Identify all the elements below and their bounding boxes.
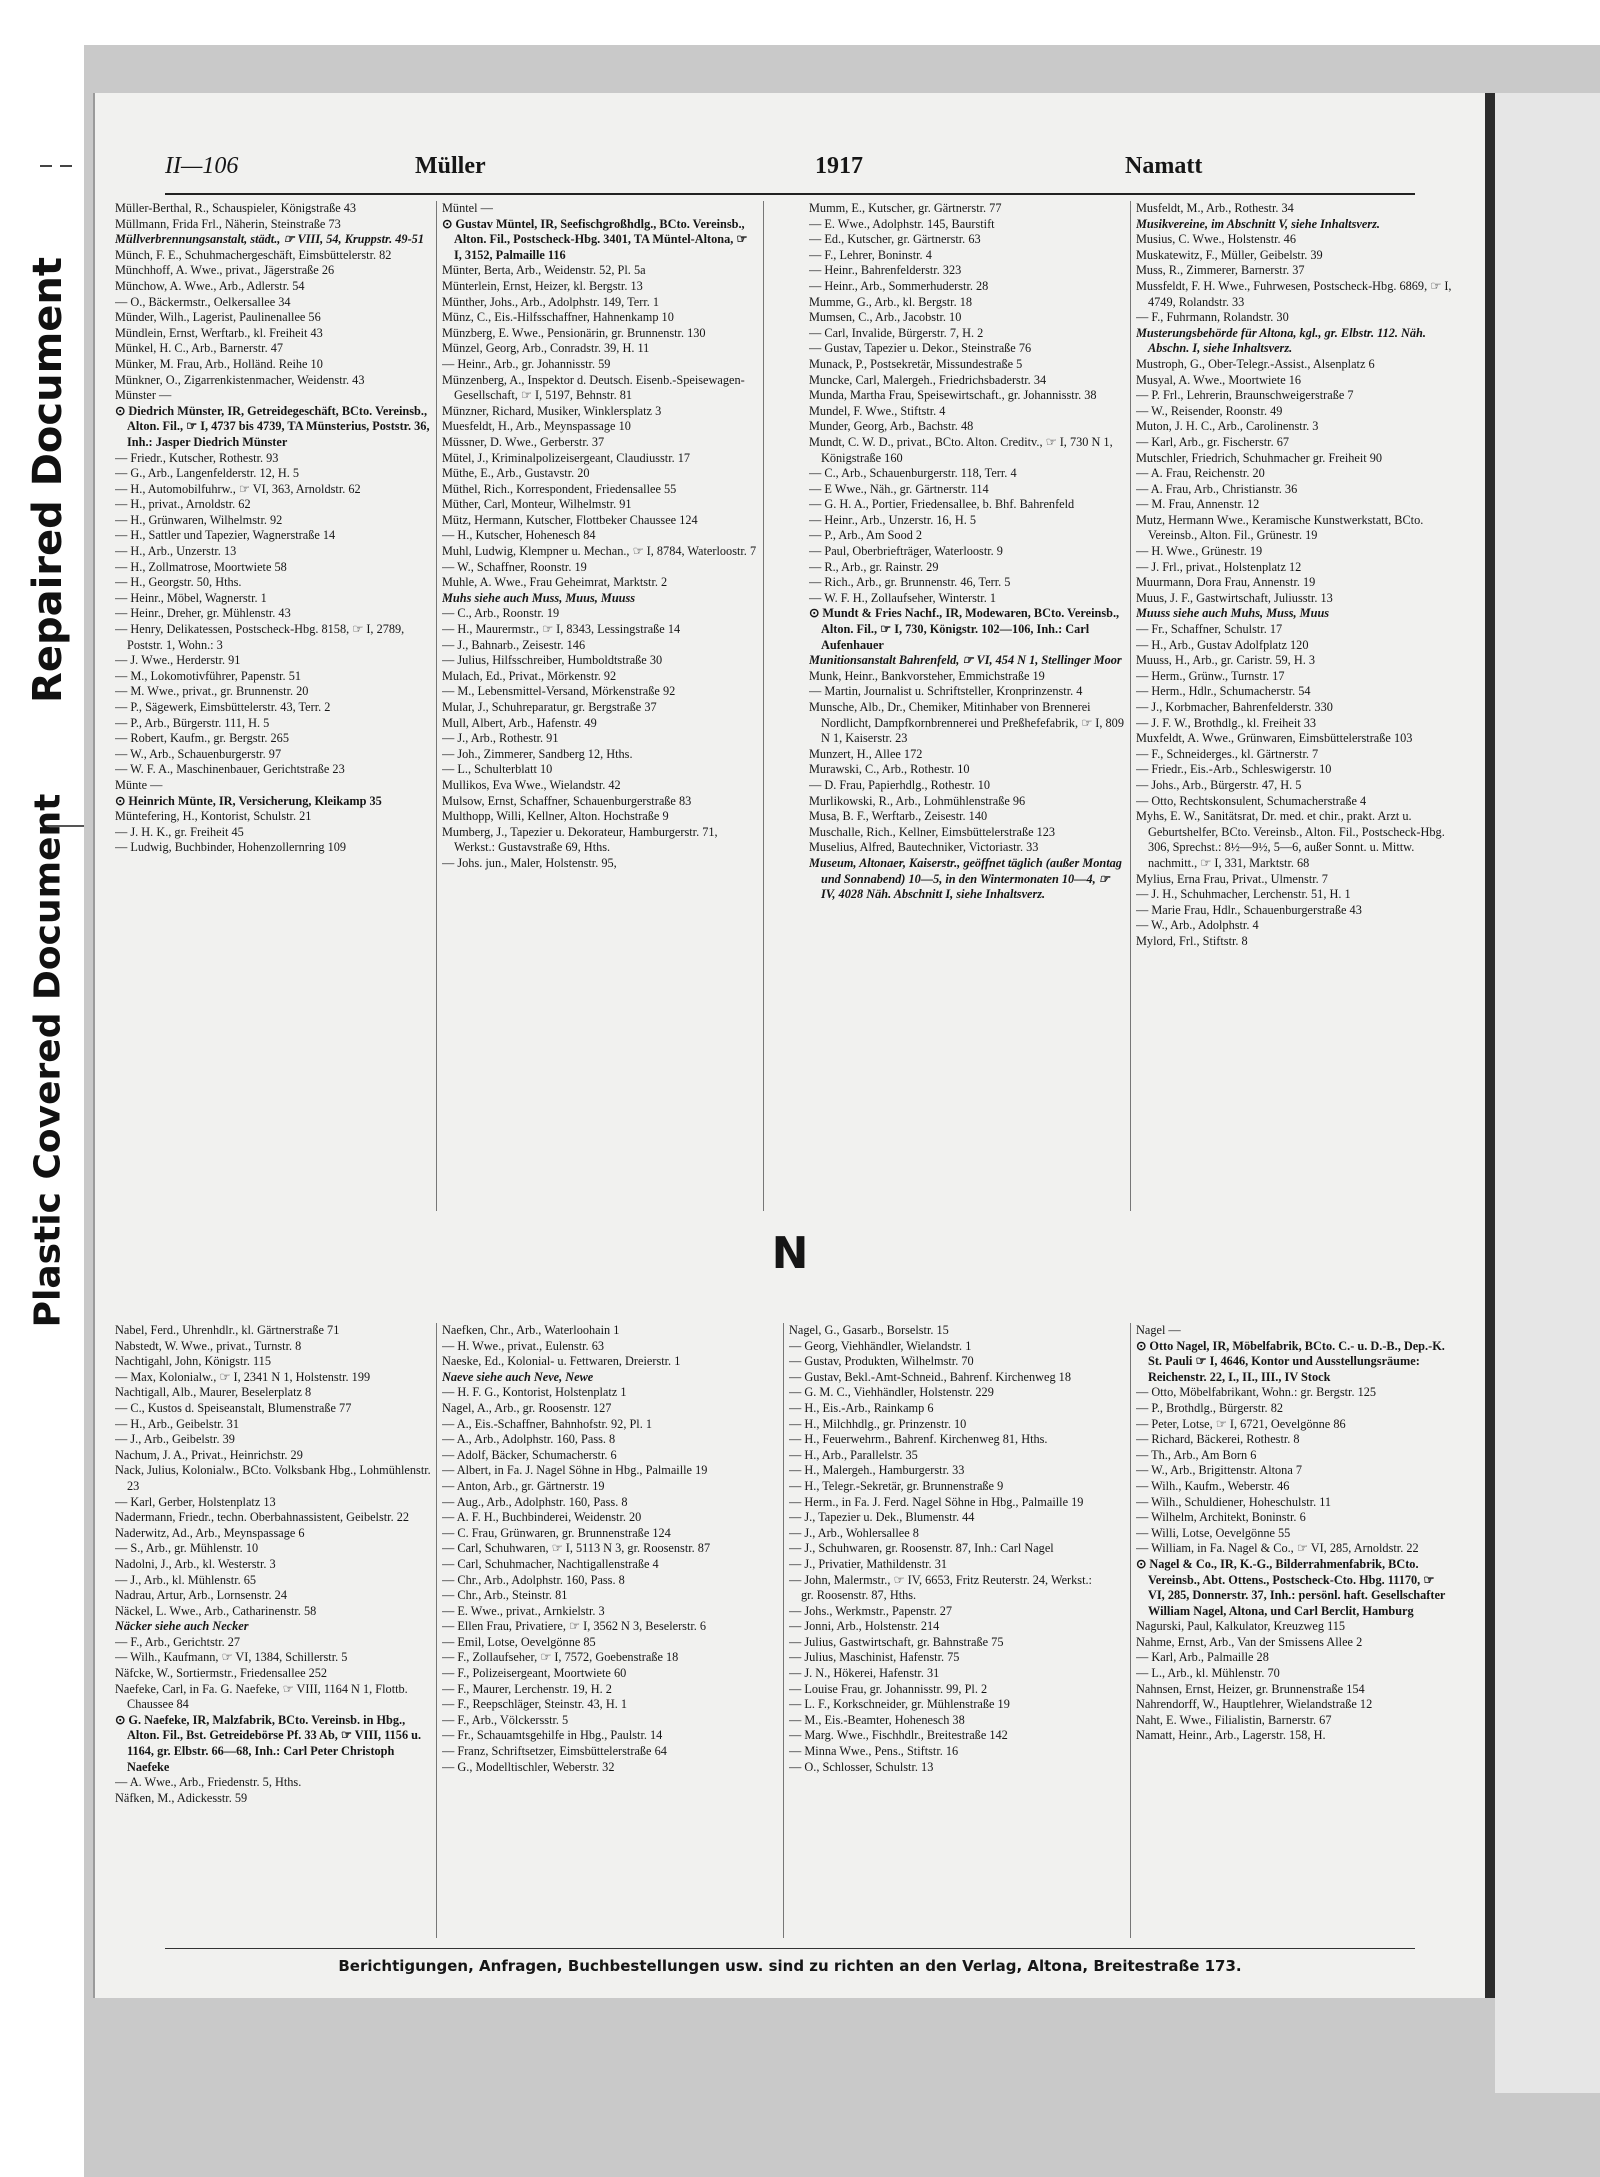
header-year: 1917 bbox=[815, 153, 863, 179]
directory-entry: — J., Arb., Wohlersallee 8 bbox=[789, 1525, 919, 1540]
directory-entry: — J., Arb., Rothestr. 91 bbox=[442, 731, 559, 746]
directory-entry: Müthel, Rich., Korrespondent, Friedensallee 55 bbox=[442, 481, 677, 496]
directory-entry: Mütz, Hermann, Kutscher, Flottbeker Chaussee 124 bbox=[442, 512, 698, 527]
directory-entry: Naeve siehe auch Neve, Newe bbox=[442, 1369, 594, 1384]
directory-entry: — H., Arb., Unzerstr. 13 bbox=[115, 544, 237, 559]
directory-entry: — Joh., Zimmerer, Sandberg 12, Hths. bbox=[442, 746, 633, 761]
directory-entry: Muss, R., Zimmerer, Barnerstr. 37 bbox=[1136, 263, 1305, 278]
archive-spine-label bbox=[0, 140, 95, 1327]
directory-entry: Nachum, J. A., Privat., Heinrichstr. 29 bbox=[115, 1447, 303, 1462]
directory-entry: Münzel, Georg, Arb., Conradstr. 39, H. 11 bbox=[442, 341, 650, 356]
directory-entry: Muxfeldt, A. Wwe., Grünwaren, Eimsbüttelerstraße 103 bbox=[1136, 731, 1413, 746]
directory-entry: — Adolf, Bäcker, Schumacherstr. 6 bbox=[442, 1447, 617, 1462]
directory-entry: Mulsow, Ernst, Schaffner, Schauenburgerstraße 83 bbox=[442, 793, 692, 808]
directory-entry: — L., Arb., kl. Mühlenstr. 70 bbox=[1136, 1666, 1280, 1681]
directory-entry: Näfken, M., Adickesstr. 59 bbox=[115, 1790, 248, 1805]
directory-entry: — G. M. C., Viehhändler, Holstenstr. 229 bbox=[789, 1385, 994, 1400]
directory-entry: Münchhoff, A. Wwe., privat., Jägerstraße 26 bbox=[115, 263, 335, 278]
directory-entry: Mumsen, C., Arb., Jacobstr. 10 bbox=[809, 310, 962, 325]
section-letter: N bbox=[771, 1228, 809, 1279]
directory-entry: — Johs., Werkmstr., Papenstr. 27 bbox=[789, 1603, 953, 1618]
directory-entry: — Henry, Delikatessen, Postscheck-Hbg. 8158, ☞ I, 2789, Poststr. 1, Wohn.: 3 bbox=[115, 622, 405, 652]
directory-entry: ⊙ Nagel & Co., IR, K.-G., Bilderrahmenfabrik, BCto. Vereinsb., Abt. Ottens., Postscheck-Cto. Hbg. 11170, ☞ VI, 285, Donnerstr. 37, Inh.: persönl. haft. Gesellschafter William Nagel, Altona, und Carl Berclit, Hamburg bbox=[1136, 1556, 1446, 1618]
directory-entry: Musterungsbehörde für Altona, kgl., gr. Elbstr. 112. Näh. Abschn. I, siehe Inhaltsverz. bbox=[1136, 325, 1426, 356]
directory-entry: — Jonni, Arb., Holstenstr. 214 bbox=[789, 1619, 940, 1634]
directory-entry: Multhopp, Willi, Kellner, Alton. Hochstraße 9 bbox=[442, 809, 669, 824]
directory-entry: — Gustav, Produkten, Wilhelmstr. 70 bbox=[789, 1354, 974, 1369]
directory-entry: — J., Schuhwaren, gr. Roosenstr. 87, Inh.: Carl Nagel bbox=[789, 1541, 1054, 1556]
column-rule bbox=[783, 1323, 784, 1938]
directory-entry: — Carl, Invalide, Bürgerstr. 7, H. 2 bbox=[809, 325, 984, 340]
directory-entry: Mular, J., Schuhreparatur, gr. Bergstraße 37 bbox=[442, 700, 657, 714]
directory-entry: Munitionsanstalt Bahrenfeld, ☞ VI, 454 N 1, Stellinger Moor bbox=[809, 653, 1122, 668]
directory-entry: Müssner, D. Wwe., Gerberstr. 37 bbox=[442, 434, 605, 449]
directory-entry: Mumm, E., Kutscher, gr. Gärtnerstr. 77 bbox=[809, 201, 1002, 215]
directory-entry: Namatt, Heinr., Arb., Lagerstr. 158, H. bbox=[1136, 1728, 1326, 1743]
directory-entry: Münte — bbox=[115, 777, 163, 792]
directory-entry: — Heinr., Möbel, Wagnerstr. 1 bbox=[115, 590, 267, 605]
directory-entry: Munzert, H., Allee 172 bbox=[809, 746, 923, 761]
directory-entry: Mundel, F. Wwe., Stiftstr. 4 bbox=[809, 403, 946, 418]
directory-entry: — P. Frl., Lehrerin, Braunschweigerstraße 7 bbox=[1136, 388, 1354, 403]
directory-entry: — Marg. Wwe., Fischhdlr., Breitestraße 142 bbox=[789, 1728, 1008, 1743]
directory-entry: — H., Eis.-Arb., Rainkamp 6 bbox=[789, 1400, 934, 1415]
directory-entry: Nadolni, J., Arb., kl. Westerstr. 3 bbox=[115, 1556, 276, 1571]
directory-entry: — Franz, Schriftsetzer, Eimsbüttelerstraße 64 bbox=[442, 1744, 667, 1759]
directory-entry: — O., Bäckermstr., Oelkersallee 34 bbox=[115, 294, 291, 309]
directory-entry: Mussfeldt, F. H. Wwe., Fuhrwesen, Postscheck-Hbg. 6869, ☞ I, 4749, Rolandstr. 33 bbox=[1136, 278, 1452, 309]
page-number: II—106 bbox=[165, 153, 239, 179]
directory-entry: Musfeldt, M., Arb., Rothestr. 34 bbox=[1136, 201, 1294, 215]
directory-entry: — E Wwe., Näh., gr. Gärtnerstr. 114 bbox=[809, 481, 989, 496]
directory-entry: — Rich., Arb., gr. Brunnenstr. 46, Terr. 5 bbox=[809, 575, 1011, 590]
directory-entry: — M., Lebensmittel-Versand, Mörkenstraße 92 bbox=[442, 684, 676, 699]
column-bottom-2 bbox=[442, 1323, 758, 1775]
directory-entry: — H., Maurermstr., ☞ I, 8343, Lessingstraße 14 bbox=[442, 622, 681, 637]
directory-entry: — Ludwig, Buchbinder, Hohenzollernring 109 bbox=[115, 840, 347, 855]
directory-entry: — Heinr., Bahrenfelderstr. 323 bbox=[809, 263, 962, 278]
directory-entry: Münkner, O., Zigarrenkistenmacher, Weidenstr. 43 bbox=[115, 372, 365, 387]
directory-entry: ⊙ Gustav Müntel, IR, Seefischgroßhdlg., BCto. Vereinsb., Alton. Fil., Postscheck-Hbg. 3401, TA Müntel-Altona, ☞ I, 3152, Palmaille 116 bbox=[442, 216, 748, 262]
directory-entry: — H., Arb., Parallelstr. 35 bbox=[789, 1447, 918, 1462]
directory-entry: — Wilhelm, Architekt, Boninstr. 6 bbox=[1136, 1510, 1306, 1525]
repaired-document-label: Repaired Document bbox=[24, 257, 71, 703]
directory-entry: — H. Wwe., privat., Eulenstr. 63 bbox=[442, 1338, 604, 1353]
directory-entry: Nagurski, Paul, Kalkulator, Kreuzweg 115 bbox=[1136, 1619, 1346, 1634]
directory-entry: Münz, C., Eis.-Hilfsschaffner, Hahnenkamp 10 bbox=[442, 310, 674, 325]
directory-entry: — Willi, Lotse, Oevelgönne 55 bbox=[1136, 1525, 1291, 1540]
directory-entry: Muuss, H., Arb., gr. Caristr. 59, H. 3 bbox=[1136, 653, 1315, 668]
directory-entry: — J. H., Schuhmacher, Lerchenstr. 51, H. 1 bbox=[1136, 887, 1351, 902]
directory-entry: ⊙ G. Naefeke, IR, Malzfabrik, BCto. Vereinsb. in Hbg., Alton. Fil., Bst. Getreidebörse Pf. 33 Ab, ☞ VIII, 1156 u. 1164, gr. Elbstr. 66—68, Inh.: Carl Peter Christoph Naefeke bbox=[115, 1712, 422, 1774]
directory-entry: — J., Tapezier u. Dek., Blumenstr. 44 bbox=[789, 1510, 975, 1525]
directory-entry: — S., Arb., gr. Mühlenstr. 10 bbox=[115, 1541, 259, 1556]
header-first-entry: Müller bbox=[415, 153, 486, 179]
directory-entry: — H., Feuerwehrm., Bahrenf. Kirchenweg 81, Hths. bbox=[789, 1432, 1048, 1447]
directory-entry: — Wilh., Kaufm., Weberstr. 46 bbox=[1136, 1478, 1290, 1493]
directory-entry: — John, Malermstr., ☞ IV, 6653, Fritz Reuterstr. 24, Werkst.: gr. Roosenstr. 87, Hths. bbox=[789, 1572, 1092, 1603]
directory-entry: Muhle, A. Wwe., Frau Geheimrat, Marktstr. 2 bbox=[442, 575, 668, 590]
directory-entry: — Gustav, Tapezier u. Dekor., Steinstraße 76 bbox=[809, 341, 1032, 356]
directory-entry: ⊙ Heinrich Münte, IR, Versicherung, Kleikamp 35 bbox=[115, 793, 382, 808]
directory-entry: Muschalle, Rich., Kellner, Eimsbüttelerstraße 123 bbox=[809, 824, 1056, 839]
directory-entry: Nagel, A., Arb., gr. Roosenstr. 127 bbox=[442, 1400, 612, 1415]
column-top-4 bbox=[1136, 201, 1452, 950]
directory-entry: Nack, Julius, Kolonialw., BCto. Volksbank Hbg., Lohmühlenstr. 23 bbox=[115, 1463, 431, 1493]
directory-entry: Münder, Wilh., Lagerist, Paulinenallee 56 bbox=[115, 310, 321, 325]
directory-entry: Münchow, A. Wwe., Arb., Adlerstr. 54 bbox=[115, 278, 305, 293]
directory-entry: — Peter, Lotse, ☞ I, 6721, Oevelgönne 86 bbox=[1136, 1416, 1346, 1431]
directory-entry: Munder, Georg, Arb., Bachstr. 48 bbox=[809, 419, 974, 434]
directory-entry: — A. F. H., Buchbinderei, Weidenstr. 20 bbox=[442, 1510, 642, 1525]
directory-entry: — William, in Fa. Nagel & Co., ☞ VI, 285, Arnoldstr. 22 bbox=[1136, 1541, 1419, 1556]
directory-entry: — H. Wwe., Grünestr. 19 bbox=[1136, 544, 1263, 559]
directory-entry: — E. Wwe., privat., Arnkielstr. 3 bbox=[442, 1603, 605, 1618]
directory-entry: — Herm., in Fa. J. Ferd. Nagel Söhne in Hbg., Palmaille 19 bbox=[789, 1494, 1084, 1509]
plastic-covered-document-label: Plastic Covered Document bbox=[27, 793, 69, 1327]
directory-entry: — F., Polizeisergeant, Moortwiete 60 bbox=[442, 1666, 627, 1681]
directory-entry: — H., privat., Arnoldstr. 62 bbox=[115, 497, 251, 512]
directory-entry: — P., Arb., Am Sood 2 bbox=[809, 528, 923, 543]
directory-entry: — Karl, Arb., gr. Fischerstr. 67 bbox=[1136, 434, 1290, 449]
directory-entry: Munsche, Alb., Dr., Chemiker, Mitinhaber von Brennerei Nordlicht, Dampfkornbrennerei und Preßhefefabrik, ☞ I, 809 N 1, Kaiserstr. 23 bbox=[809, 700, 1124, 746]
directory-entry: Nahnsen, Ernst, Heizer, gr. Brunnenstraße 154 bbox=[1136, 1681, 1365, 1696]
directory-entry: — Aug., Arb., Adolphstr. 160, Pass. 8 bbox=[442, 1494, 628, 1509]
directory-entry: ⊙ Mundt & Fries Nachf., IR, Modewaren, BCto. Vereinsb., Alton. Fil., ☞ I, 730, Königstr. 102—106, Inh.: Carl Aufenhauer bbox=[809, 606, 1120, 652]
directory-entry: — A., Arb., Adolphstr. 160, Pass. 8 bbox=[442, 1432, 616, 1447]
column-rule bbox=[1130, 201, 1131, 1211]
directory-entry: Muurmann, Dora Frau, Annenstr. 19 bbox=[1136, 575, 1316, 590]
directory-entry: — Georg, Viehhändler, Wielandstr. 1 bbox=[789, 1338, 972, 1353]
directory-entry: Muselius, Alfred, Bautechniker, Victoriastr. 33 bbox=[809, 840, 1039, 855]
directory-entry: — Fr., Schauamtsgehilfe in Hbg., Paulstr. 14 bbox=[442, 1728, 663, 1743]
directory-entry: Mullikos, Eva Wwe., Wielandstr. 42 bbox=[442, 777, 621, 792]
directory-entry: Nagel — bbox=[1136, 1323, 1181, 1337]
directory-entry: — Heinr., Arb., Sommerhuderstr. 28 bbox=[809, 278, 989, 293]
directory-entry: Muhl, Ludwig, Klempner u. Mechan., ☞ I, 8784, Waterloostr. 7 bbox=[442, 544, 757, 559]
directory-entry: Nachtigahl, John, Königstr. 115 bbox=[115, 1354, 271, 1369]
directory-entry: Musius, C. Wwe., Holstenstr. 46 bbox=[1136, 232, 1296, 247]
directory-entry: — Otto, Möbelfabrikant, Wohn.: gr. Bergstr. 125 bbox=[1136, 1385, 1377, 1400]
directory-entry: — Herm., Grünw., Turnstr. 17 bbox=[1136, 668, 1285, 683]
directory-entry: — Martin, Journalist u. Schriftsteller, Kronprinzenstr. 4 bbox=[809, 684, 1083, 699]
directory-entry: Munk, Heinr., Bankvorsteher, Emmichstraße 19 bbox=[809, 668, 1045, 683]
directory-entry: Nadermann, Friedr., techn. Oberbahnassistent, Geibelstr. 22 bbox=[115, 1510, 410, 1525]
directory-entry: — Wilh., Kaufmann, ☞ VI, 1384, Schillerstr. 5 bbox=[115, 1650, 348, 1665]
directory-entry: — Karl, Arb., Palmaille 28 bbox=[1136, 1650, 1269, 1665]
directory-entry: — W., Schaffner, Roonstr. 19 bbox=[442, 559, 587, 574]
directory-entry: — Heinr., Arb., Unzerstr. 16, H. 5 bbox=[809, 512, 977, 527]
directory-entry: Mumme, G., Arb., kl. Bergstr. 18 bbox=[809, 294, 973, 309]
directory-entry: — F., Zollaufseher, ☞ I, 7572, Goebenstraße 18 bbox=[442, 1650, 679, 1665]
directory-entry: Muton, J. H. C., Arb., Carolinenstr. 3 bbox=[1136, 419, 1319, 434]
directory-entry: — W., Arb., Brigittenstr. Altona 7 bbox=[1136, 1463, 1303, 1478]
footer-note: Berichtigungen, Anfragen, Buchbestellungen usw. sind zu richten an den Verlag, Altona, Breitestraße 173. bbox=[338, 1957, 1242, 1975]
directory-entry: — J., Bahnarb., Zeisestr. 146 bbox=[442, 637, 586, 652]
directory-entry: — G., Arb., Langenfelderstr. 12, H. 5 bbox=[115, 466, 300, 481]
directory-entry: Mulach, Ed., Privat., Mörkenstr. 92 bbox=[442, 668, 617, 683]
spine-tick-mark bbox=[60, 165, 72, 167]
directory-entry: Näckel, L. Wwe., Arb., Catharinenstr. 58 bbox=[115, 1603, 317, 1618]
column-rule bbox=[436, 1323, 437, 1938]
directory-entry: Münther, Johs., Arb., Adolphstr. 149, Terr. 1 bbox=[442, 294, 660, 309]
directory-entry: — P., Arb., Bürgerstr. 111, H. 5 bbox=[115, 715, 270, 730]
directory-entry: — Johs., Arb., Bürgerstr. 47, H. 5 bbox=[1136, 777, 1302, 792]
directory-entry: — H. F. G., Kontorist, Holstenplatz 1 bbox=[442, 1385, 627, 1400]
directory-entry: — F., Reepschläger, Steinstr. 43, H. 1 bbox=[442, 1697, 628, 1712]
directory-entry: Müntefering, H., Kontorist, Schulstr. 21 bbox=[115, 809, 312, 824]
directory-entry: Muhs siehe auch Muss, Muus, Muuss bbox=[442, 590, 636, 605]
directory-entry: Murlikowski, R., Arb., Lohmühlenstraße 96 bbox=[809, 793, 1026, 808]
directory-entry: — J., Arb., Geibelstr. 39 bbox=[115, 1432, 235, 1447]
directory-entry: — Wilh., Schuldiener, Hoheschulstr. 11 bbox=[1136, 1494, 1332, 1509]
directory-page bbox=[93, 93, 1485, 1998]
directory-entry: — P., Brothdlg., Bürgerstr. 82 bbox=[1136, 1400, 1284, 1415]
directory-entry: — H., Arb., Geibelstr. 31 bbox=[115, 1416, 239, 1431]
column-top-3 bbox=[809, 201, 1125, 903]
directory-entry: Mumberg, J., Tapezier u. Dekorateur, Hamburgerstr. 71, Werkst.: Gustavstraße 69, Hths. bbox=[442, 824, 718, 855]
directory-entry: — A. Wwe., Arb., Friedenstr. 5, Hths. bbox=[115, 1775, 302, 1790]
directory-entry: — Chr., Arb., Steinstr. 81 bbox=[442, 1588, 568, 1603]
column-bottom-3 bbox=[789, 1323, 1105, 1775]
directory-entry: — J. H. K., gr. Freiheit 45 bbox=[115, 824, 244, 839]
directory-entry: — H., Grünwaren, Wilhelmstr. 92 bbox=[115, 512, 283, 527]
directory-entry: — H., Telegr.-Sekretär, gr. Brunnenstraße 9 bbox=[789, 1478, 1004, 1493]
directory-entry: Mutz, Hermann Wwe., Keramische Kunstwerkstatt, BCto. Vereinsb., Alton. Fil., Grünestr. 19 bbox=[1136, 512, 1424, 543]
spine-tick-mark bbox=[40, 165, 52, 167]
directory-entry: — Julius, Hilfsschreiber, Humboldtstraße 30 bbox=[442, 653, 663, 668]
directory-entry: — G., Modelltischler, Weberstr. 32 bbox=[442, 1759, 615, 1774]
directory-entry: — J. F. W., Brothdlg., kl. Freiheit 33 bbox=[1136, 715, 1317, 730]
column-bottom-4 bbox=[1136, 1323, 1452, 1744]
column-top-2 bbox=[442, 201, 758, 872]
directory-entry: Munda, Martha Frau, Speisewirtschaft., gr. Johannisstr. 38 bbox=[809, 388, 1097, 403]
directory-entry: Muesfeldt, H., Arb., Meynspassage 10 bbox=[442, 419, 631, 434]
directory-entry: — Carl, Schuhmacher, Nachtigallenstraße 4 bbox=[442, 1556, 659, 1571]
directory-entry: — H., Malergeh., Hamburgerstr. 33 bbox=[789, 1463, 965, 1478]
directory-entry: — F., Arb., Völckersstr. 5 bbox=[442, 1712, 569, 1727]
directory-entry: Muncke, Carl, Malergeh., Friedrichsbaderstr. 34 bbox=[809, 372, 1047, 387]
directory-entry: — C., Arb., Roonstr. 19 bbox=[442, 606, 560, 621]
footer-rule bbox=[165, 1948, 1415, 1949]
column-bottom-1 bbox=[115, 1323, 431, 1806]
directory-entry: — H., Georgstr. 50, Hths. bbox=[115, 575, 242, 590]
directory-entry: Murawski, C., Arb., Rothestr. 10 bbox=[809, 762, 970, 777]
column-rule bbox=[436, 201, 437, 1211]
directory-entry: — J., Privatier, Mathildenstr. 31 bbox=[789, 1556, 947, 1571]
directory-entry: — A. Frau, Reichenstr. 20 bbox=[1136, 466, 1265, 481]
directory-entry: — H., Arb., Gustav Adolfplatz 120 bbox=[1136, 637, 1309, 652]
directory-entry: — Gustav, Bekl.-Amt-Schneid., Bahrenf. Kirchenweg 18 bbox=[789, 1369, 1071, 1384]
directory-entry: — H., Sattler und Tapezier, Wagnerstraße 14 bbox=[115, 528, 336, 543]
directory-entry: — J. Frl., privat., Holstenplatz 12 bbox=[1136, 559, 1302, 574]
directory-entry: Nahrendorff, W., Hauptlehrer, Wielandstraße 12 bbox=[1136, 1697, 1373, 1712]
directory-entry: Münterlein, Ernst, Heizer, kl. Bergstr. 13 bbox=[442, 278, 643, 293]
directory-entry: — Fr., Schaffner, Schulstr. 17 bbox=[1136, 622, 1283, 637]
directory-entry: Münch, F. E., Schuhmachergeschäft, Eimsbüttelerstr. 82 bbox=[115, 247, 392, 262]
directory-entry: — Friedr., Kutscher, Rothestr. 93 bbox=[115, 450, 279, 465]
directory-entry: Nabstedt, W. Wwe., privat., Turnstr. 8 bbox=[115, 1338, 302, 1353]
directory-entry: Müllmann, Frida Frl., Näherin, Steinstraße 73 bbox=[115, 216, 341, 231]
column-rule bbox=[1130, 1323, 1131, 1938]
directory-entry: — J. N., Hökerei, Hafenstr. 31 bbox=[789, 1666, 940, 1681]
directory-entry: — F., Fuhrmann, Rolandstr. 30 bbox=[1136, 310, 1289, 325]
directory-entry: — G. H. A., Portier, Friedensallee, b. Bhf. Bahrenfeld bbox=[809, 497, 1075, 512]
directory-entry: — Th., Arb., Am Born 6 bbox=[1136, 1447, 1257, 1462]
directory-entry: — C., Arb., Schauenburgerstr. 118, Terr. 4 bbox=[809, 466, 1017, 481]
directory-entry: Munack, P., Postsekretär, Missundestraße 5 bbox=[809, 356, 1023, 371]
directory-entry: — Anton, Arb., gr. Gärtnerstr. 19 bbox=[442, 1478, 605, 1493]
directory-entry: — M., Lokomotivführer, Papenstr. 51 bbox=[115, 668, 301, 683]
column-top-1 bbox=[115, 201, 431, 856]
directory-entry: — Heinr., Dreher, gr. Mühlenstr. 43 bbox=[115, 606, 291, 621]
directory-entry: Musyal, A. Wwe., Moortwiete 16 bbox=[1136, 372, 1302, 387]
directory-entry: Muuss siehe auch Muhs, Muss, Muus bbox=[1136, 606, 1330, 621]
directory-entry: — Ellen Frau, Privatiere, ☞ I, 3562 N 3, Beselerstr. 6 bbox=[442, 1619, 707, 1634]
directory-entry: Mull, Albert, Arb., Hafenstr. 49 bbox=[442, 715, 597, 730]
directory-entry: — C., Kustos d. Speiseanstalt, Blumenstraße 77 bbox=[115, 1400, 352, 1415]
directory-entry: — Marie Frau, Hdlr., Schauenburgerstraße 43 bbox=[1136, 902, 1362, 917]
directory-entry: — W., Reisender, Roonstr. 49 bbox=[1136, 403, 1283, 418]
directory-entry: Näcker siehe auch Necker bbox=[115, 1619, 249, 1634]
directory-entry: — F., Lehrer, Boninstr. 4 bbox=[809, 247, 932, 262]
directory-entry: — L. F., Korkschneider, gr. Mühlenstraße 19 bbox=[789, 1697, 1010, 1712]
directory-entry: Nagel, G., Gasarb., Borselstr. 15 bbox=[789, 1323, 949, 1337]
directory-entry: — Carl, Schuhwaren, ☞ I, 5113 N 3, gr. Roosenstr. 87 bbox=[442, 1541, 711, 1556]
directory-entry: Nachtigall, Alb., Maurer, Beselerplatz 8 bbox=[115, 1385, 312, 1400]
directory-entry: — Otto, Rechtskonsulent, Schumacherstraße 4 bbox=[1136, 793, 1367, 808]
directory-entry: — Albert, in Fa. J. Nagel Söhne in Hbg., Palmaille 19 bbox=[442, 1463, 708, 1478]
directory-entry: — Herm., Hdlr., Schumacherstr. 54 bbox=[1136, 684, 1311, 699]
directory-entry: — Friedr., Eis.-Arb., Schleswigerstr. 10 bbox=[1136, 762, 1332, 777]
directory-entry: Müthe, E., Arb., Gustavstr. 20 bbox=[442, 466, 590, 481]
directory-entry: — R., Arb., gr. Rainstr. 29 bbox=[809, 559, 939, 574]
page-header bbox=[165, 153, 1415, 189]
header-rule bbox=[165, 193, 1415, 195]
directory-entry: Museum, Altonaer, Kaiserstr., geöffnet täglich (außer Montag und Sonnabend) 10—5, in den Wintermonaten 10—4, ☞ IV, 4028 Näh. Abschnitt I, siehe Inhaltsverz. bbox=[809, 855, 1122, 902]
directory-entry: Müllverbrennungsanstalt, städt., ☞ VIII, 54, Kruppstr. 49-51 bbox=[115, 232, 424, 247]
directory-entry: Müther, Carl, Monteur, Wilhelmstr. 91 bbox=[442, 497, 632, 512]
directory-entry: Münker, M. Frau, Arb., Holländ. Reihe 10 bbox=[115, 356, 323, 371]
directory-entry: — H., Milchhdlg., gr. Prinzenstr. 10 bbox=[789, 1416, 967, 1431]
directory-entry: — C. Frau, Grünwaren, gr. Brunnenstraße 124 bbox=[442, 1525, 671, 1540]
directory-entry: — Julius, Maschinist, Hafenstr. 75 bbox=[789, 1650, 960, 1665]
directory-entry: ⊙ Diedrich Münster, IR, Getreidegeschäft, BCto. Vereinsb., Alton. Fil., ☞ I, 4737 bis 4739, TA Münsterius, Poststr. 36, Inh.: Jasper Diedrich Münster bbox=[115, 403, 430, 449]
directory-entry: Mundt, C. W. D., privat., BCto. Alton. Creditv., ☞ I, 730 N 1, Königstraße 160 bbox=[809, 434, 1113, 465]
directory-entry: — H., Zollmatrose, Moortwiete 58 bbox=[115, 559, 287, 574]
directory-entry: Mütel, J., Kriminalpolizeisergeant, Claudiusstr. 17 bbox=[442, 450, 691, 465]
directory-entry: Müller-Berthal, R., Schauspieler, Königstraße 43 bbox=[115, 201, 357, 215]
directory-entry: Muus, J. F., Gastwirtschaft, Juliusstr. 13 bbox=[1136, 590, 1333, 605]
directory-entry: — Max, Kolonialw., ☞ I, 2341 N 1, Holstenstr. 199 bbox=[115, 1369, 371, 1384]
directory-entry: Musa, B. F., Werftarb., Zeisestr. 140 bbox=[809, 809, 988, 824]
directory-entry: — W., Arb., Adolphstr. 4 bbox=[1136, 918, 1259, 933]
directory-entry: — M. Frau, Annenstr. 12 bbox=[1136, 497, 1260, 512]
directory-entry: — H., Kutscher, Hohenesch 84 bbox=[442, 528, 596, 543]
directory-entry: — Robert, Kaufm., gr. Bergstr. 265 bbox=[115, 731, 289, 746]
directory-entry: — J., Korbmacher, Bahrenfelderstr. 330 bbox=[1136, 700, 1333, 714]
directory-entry: — L., Schulterblatt 10 bbox=[442, 762, 553, 777]
header-last-entry: Namatt bbox=[1125, 153, 1203, 179]
directory-entry: — Emil, Lotse, Oevelgönne 85 bbox=[442, 1634, 596, 1649]
directory-entry: — Minna Wwe., Pens., Stiftstr. 16 bbox=[789, 1744, 959, 1759]
directory-entry: — Ed., Kutscher, gr. Gärtnerstr. 63 bbox=[809, 232, 981, 247]
directory-entry: — Karl, Gerber, Holstenplatz 13 bbox=[115, 1494, 276, 1509]
directory-entry: — F., Arb., Gerichtstr. 27 bbox=[115, 1634, 241, 1649]
directory-entry: Naefeke, Carl, in Fa. G. Naefeke, ☞ VIII, 1164 N 1, Flottb. Chaussee 84 bbox=[115, 1681, 408, 1712]
directory-entry: — M., Eis.-Beamter, Hohenesch 38 bbox=[789, 1712, 965, 1727]
directory-entry: — J., Arb., kl. Mühlenstr. 65 bbox=[115, 1572, 257, 1587]
directory-entry: — J. Wwe., Herderstr. 91 bbox=[115, 653, 241, 668]
directory-entry: — Louise Frau, gr. Johannisstr. 99, Pl. 2 bbox=[789, 1681, 988, 1696]
directory-entry: — H., Automobilfuhrw., ☞ VI, 363, Arnoldstr. 62 bbox=[115, 481, 361, 496]
directory-entry: Näfcke, W., Sortiermstr., Friedensallee 252 bbox=[115, 1666, 328, 1681]
directory-entry: Mustroph, G., Ober-Telegr.-Assist., Alsenplatz 6 bbox=[1136, 356, 1375, 371]
directory-entry: — M. Wwe., privat., gr. Brunnenstr. 20 bbox=[115, 684, 309, 699]
directory-entry: — Paul, Oberbriefträger, Waterloostr. 9 bbox=[809, 544, 1003, 559]
directory-entry: Myhs, E. W., Sanitätsrat, Dr. med. et chir., prakt. Arzt u. Geburtshelfer, BCto. Vereinsb., Alton. Fil., Postscheck-Hbg. 306, Sprechst.: 8½—9½, 5—6, außer Sonnt. u. Mittw. nachmitt., ☞ I, 331, Marktstr. 68 bbox=[1136, 809, 1445, 870]
directory-entry: — D. Frau, Papierhdlg., Rothestr. 10 bbox=[809, 777, 991, 792]
directory-entry: Mylord, Frl., Stiftstr. 8 bbox=[1136, 933, 1248, 948]
directory-entry: Münzner, Richard, Musiker, Winklersplatz 3 bbox=[442, 403, 662, 418]
directory-entry: Nadrau, Artur, Arb., Lornsenstr. 24 bbox=[115, 1588, 287, 1603]
directory-entry: Musikvereine, im Abschnitt V, siehe Inhaltsverz. bbox=[1136, 216, 1380, 231]
directory-entry: Mylius, Erna Frau, Privat., Ulmenstr. 7 bbox=[1136, 871, 1328, 886]
directory-entry: — P., Sägewerk, Eimsbüttelerstr. 43, Terr. 2 bbox=[115, 700, 331, 714]
directory-entry: Nabel, Ferd., Uhrenhdlr., kl. Gärtnerstraße 71 bbox=[115, 1323, 340, 1337]
directory-entry: — W., Arb., Schauenburgerstr. 97 bbox=[115, 746, 282, 761]
directory-entry: Muskatewitz, F., Müller, Geibelstr. 39 bbox=[1136, 247, 1323, 262]
directory-entry: — F., Schneiderges., kl. Gärtnerstr. 7 bbox=[1136, 746, 1319, 761]
directory-entry: — Chr., Arb., Adolphstr. 160, Pass. 8 bbox=[442, 1572, 625, 1587]
directory-entry: ⊙ Otto Nagel, IR, Möbelfabrik, BCto. C.- u. D.-B., Dep.-K. St. Pauli ☞ I, 4646, Kontor und Ausstellungsräume: Reichenstr. 22, I., II., III., IV Stock bbox=[1136, 1338, 1445, 1384]
directory-entry: Naht, E. Wwe., Filialistin, Barnerstr. 67 bbox=[1136, 1712, 1332, 1727]
adjacent-page-edge bbox=[1495, 93, 1600, 2093]
directory-entry: — Julius, Gastwirtschaft, gr. Bahnstraße 75 bbox=[789, 1634, 1004, 1649]
directory-entry: Naeske, Ed., Kolonial- u. Fettwaren, Dreierstr. 1 bbox=[442, 1354, 681, 1369]
directory-entry: — A. Frau, Arb., Christianstr. 36 bbox=[1136, 481, 1298, 496]
directory-entry: Müntel — bbox=[442, 201, 493, 215]
directory-entry: Mündlein, Ernst, Werftarb., kl. Freiheit 43 bbox=[115, 325, 323, 340]
directory-entry: Nahme, Ernst, Arb., Van der Smissens Allee 2 bbox=[1136, 1634, 1363, 1649]
directory-entry: Naefken, Chr., Arb., Waterloohain 1 bbox=[442, 1323, 620, 1337]
directory-entry: Münzberg, E. Wwe., Pensionärin, gr. Brunnenstr. 130 bbox=[442, 325, 706, 340]
directory-entry: Mutschler, Friedrich, Schuhmacher gr. Freiheit 90 bbox=[1136, 450, 1383, 465]
directory-entry: — O., Schlosser, Schulstr. 13 bbox=[789, 1759, 934, 1774]
directory-entry: — Richard, Bäckerei, Rothestr. 8 bbox=[1136, 1432, 1300, 1447]
column-rule bbox=[763, 201, 764, 1211]
directory-entry: — A., Eis.-Schaffner, Bahnhofstr. 92, Pl. 1 bbox=[442, 1416, 653, 1431]
directory-entry: Münter, Berta, Arb., Weidenstr. 52, Pl. 5a bbox=[442, 263, 646, 278]
directory-entry: — F., Maurer, Lerchenstr. 19, H. 2 bbox=[442, 1681, 612, 1696]
directory-entry: Naderwitz, Ad., Arb., Meynspassage 6 bbox=[115, 1525, 305, 1540]
directory-entry: — E. Wwe., Adolphstr. 145, Baurstift bbox=[809, 216, 995, 231]
directory-entry: — W. F. A., Maschinenbauer, Gerichtstraße 23 bbox=[115, 762, 345, 777]
directory-entry: — W. F. H., Zollaufseher, Winterstr. 1 bbox=[809, 590, 997, 605]
directory-entry: — Johs. jun., Maler, Holstenstr. 95, bbox=[442, 855, 617, 870]
directory-entry: Münzenberg, A., Inspektor d. Deutsch. Eisenb.-Speisewagen-Gesellschaft, ☞ I, 5197, Behnstr. 81 bbox=[442, 372, 745, 403]
directory-entry: Münkel, H. C., Arb., Barnerstr. 47 bbox=[115, 341, 284, 356]
directory-entry: Münster — bbox=[115, 388, 172, 403]
directory-entry: — Heinr., Arb., gr. Johannisstr. 59 bbox=[442, 356, 611, 371]
